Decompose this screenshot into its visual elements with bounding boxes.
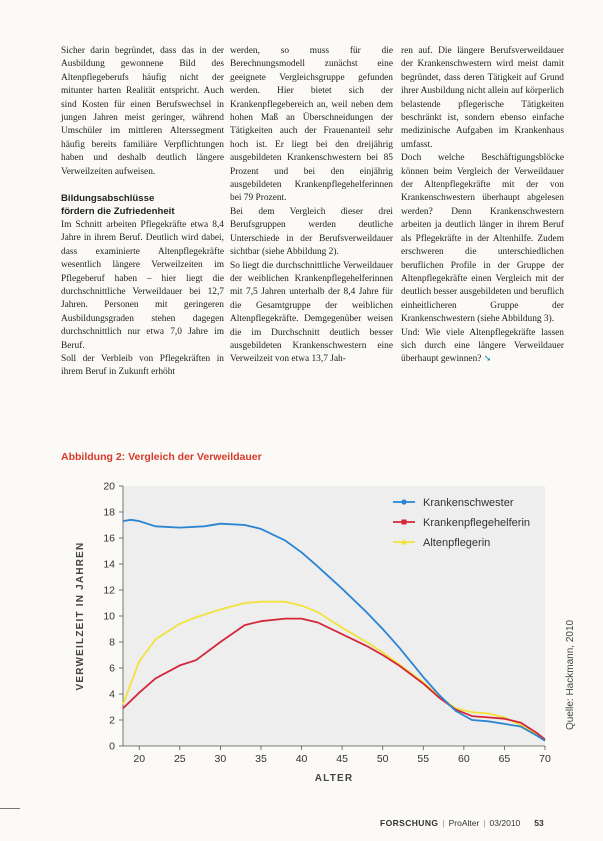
page-footer [380, 818, 544, 828]
x-tick-label: 25 [173, 753, 186, 765]
x-tick-label: 55 [417, 753, 430, 765]
x-tick-label: 60 [458, 753, 470, 765]
figure-title: Abbildung 2: Vergleich der Verweildauer [61, 451, 262, 463]
x-axis-label: ALTER [314, 773, 354, 784]
legend-marker-circle [401, 499, 406, 504]
legend-marker-square [402, 520, 407, 525]
y-tick-label: 0 [109, 740, 115, 753]
text-column-1 [61, 45, 224, 380]
x-tick-label: 45 [336, 753, 348, 765]
x-tick-label: 20 [133, 753, 146, 765]
y-tick-label: 4 [109, 688, 115, 701]
paragraph: werden, so muss für die Berechnungsmodell zunächst eine geeignete Vergleichsgruppe gefunden werden. Hier bietet sich der Krankenpflegebereich an, weil neben dem hohen Maß an Überschneidungen der Tätigkeiten auch der Frauenanteil sehr hoch ist. Er liegt bei den dreijährig ausgebildeten Krankenschwestern bei 85 Prozent und bei den einjährig ausgebildeten Krankenpflegehelferinnen bei 79 Prozent. [230, 46, 393, 204]
y-tick-label: 12 [103, 584, 115, 597]
paragraph: Im Schnitt arbeiten Pflegekräfte etwa 8,4 Jahre in ihrem Beruf. Deutlich wird dabei, dass examinierte Altenpflegekräfte wesentlich längere Verweilzeiten im Pflegeberuf haben – hier liegt die durchschnittliche Verweildauer bei 12,7 Jahren. Personen mit geringeren Ausbildungsgraden stehen dagegen durchschnittlich nur etwa 7,0 Jahre im Beruf. [61, 219, 224, 351]
x-tick-label: 70 [539, 753, 551, 765]
paragraph: ren auf. Die längere Berufsverweildauer der Krankenschwestern wird meist damit begründet, dass deren Tätigkeit auf Grund ihrer Ausbildung nicht allein auf körperlich belastende pflegerische Tätigkeiten beschränkt ist, sondern ebenso einfache medizinische Aufgaben im Krankenhaus umfasst. [401, 46, 564, 150]
legend-label: Altenpflegerin [423, 537, 491, 549]
y-tick-label: 6 [109, 662, 115, 675]
text-column-3 [401, 45, 564, 367]
paragraph: Sicher darin begründet, dass das in der Ausbildung gewonnene Bild des Altenpflegeberufs häufig nicht der mitunter harten Realität entspricht. Auch sind Kosten für einen Berufswechsel in jungen Jahren meist geringer, während Umschüler im mittleren Alterssegment häufig bereits familiäre Verpflichtungen haben und deshalb deutlich längere Verweilzeiten aufweisen. [61, 46, 224, 177]
y-tick-label: 16 [103, 532, 115, 545]
paragraph-text: Und: Wie viele Altenpflegekräfte lassen sich durch eine längere Verweildauer überhaupt gewinnen? [401, 327, 564, 365]
subheading-line: fördern die Zufriedenheit [61, 206, 175, 218]
legend-label: Krankenschwester [423, 497, 514, 509]
paragraph: Doch welche Beschäftigungsblöcke können beim Vergleich der Verweildauer der Altenpflegekräfte mit der von Krankenschwestern überhaupt abgelesen werden? Denn Krankenschwestern arbeiten ja deutlich länger in ihrem Beruf als Pflegekräfte in der Altenhilfe. Zudem erschweren die unterschiedlichen beruflichen Profile in der Gruppe der Altenpflegekräfte einen Vergleich mit der deutlich besser ausgebildeten und beruflich einheitlicheren Gruppe der Krankenschwestern (siehe Abbildung 3). [401, 153, 564, 325]
line-chart [61, 468, 561, 788]
paragraph: Soll der Verbleib von Pflegekräften in ihrem Beruf in Zukunft erhöht [61, 353, 224, 378]
y-axis-label: VERWEILZEIT IN JAHREN [75, 541, 86, 691]
paragraph: So liegt die durchschnittliche Verweildauer der weiblichen Krankenpflegehelferinnen mit 7,5 Jahren unterhalb der 8,4 Jahre für die Gesamtgruppe der weiblichen Altenpflegekräfte. Demgegenüber weisen die im Durchschnitt deutlich besser ausgebildeten Krankenschwestern eine Verweilzeit von etwa 13,7 Jah- [230, 260, 393, 365]
legend-label: Krankenpflegehelferin [423, 517, 531, 529]
y-tick-label: 10 [103, 610, 115, 623]
y-tick-label: 18 [103, 506, 115, 519]
x-tick-label: 40 [295, 753, 308, 765]
x-tick-label: 50 [376, 753, 389, 765]
paragraph [401, 327, 564, 367]
y-tick-label: 20 [103, 480, 115, 493]
y-tick-label: 14 [103, 558, 115, 571]
footer-separator: | [483, 818, 486, 828]
footer-separator: | [442, 818, 445, 828]
x-tick-label: 30 [214, 753, 227, 765]
continue-arrow-icon: ➘ [483, 354, 492, 365]
page-number: 53 [534, 818, 544, 828]
figure-source: Quelle: Hackmann, 2010 [565, 619, 576, 730]
footer-section: FORSCHUNG [380, 818, 439, 828]
footer-issue: 03/2010 [489, 818, 521, 828]
x-tick-label: 35 [255, 753, 267, 765]
footer-journal: ProAlter [448, 818, 480, 828]
footer-rule [0, 808, 20, 809]
subheading-line: Bildungsabschlüsse [61, 193, 155, 205]
paragraph: Bei dem Vergleich dieser drei Berufsgruppen werden deutliche Unterschiede in der Berufsverweildauer sichtbar (siehe Abbildung 2). [230, 206, 393, 258]
y-tick-label: 2 [109, 714, 115, 727]
y-tick-label: 8 [109, 636, 115, 649]
subheading [61, 192, 224, 219]
text-column-2 [230, 45, 393, 367]
x-tick-label: 65 [498, 753, 511, 765]
